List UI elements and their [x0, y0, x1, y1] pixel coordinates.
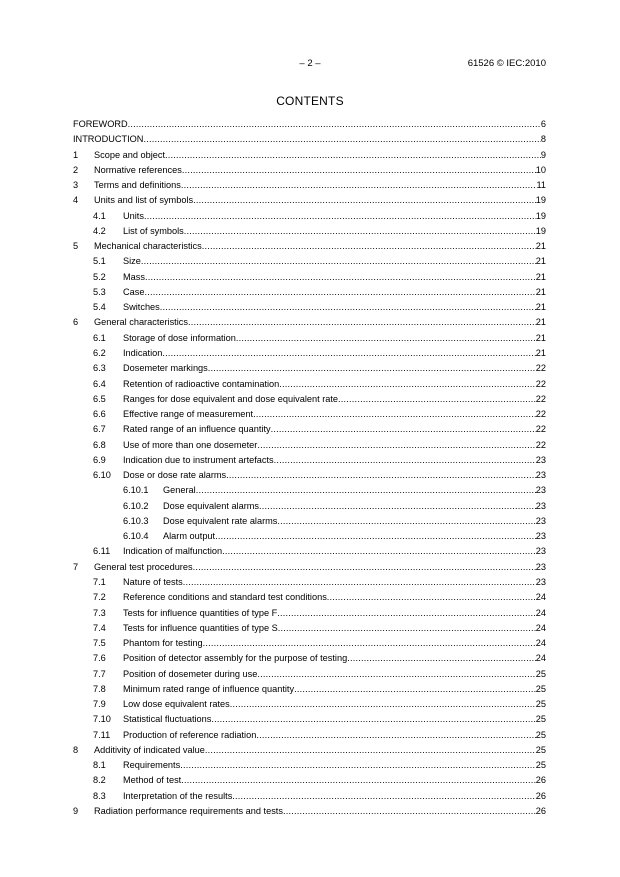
- toc-entry[interactable]: [73, 149, 546, 164]
- toc-entry-title: Low dose equivalent rates: [123, 699, 230, 710]
- toc-entry-title: Tests for influence quantities of type F: [123, 607, 278, 618]
- toc-leader-dots: [181, 774, 536, 787]
- toc-entry-title: General test procedures: [94, 561, 193, 572]
- toc-entry-number: 8.1: [93, 760, 106, 771]
- toc-entry[interactable]: [73, 164, 546, 179]
- toc-leader-dots: [183, 576, 536, 589]
- page-number: – 2 –: [299, 58, 321, 69]
- toc-entry[interactable]: [73, 286, 546, 301]
- toc-leader-dots: [128, 118, 541, 131]
- toc-entry-page: 26: [535, 790, 546, 801]
- toc-entry-title: Production of reference radiation: [123, 729, 257, 740]
- toc-entry-title: List of symbols: [123, 225, 184, 236]
- toc-leader-dots: [208, 362, 536, 375]
- toc-entry-number: 8.3: [93, 790, 106, 801]
- toc-entry-number: 6.9: [93, 454, 106, 465]
- toc-entry-number: 6.10.4: [123, 531, 149, 542]
- toc-entry-number: 6.11: [93, 546, 111, 557]
- toc-entry-number: 6.5: [93, 393, 106, 404]
- toc-entry-page: 9: [540, 149, 546, 160]
- toc-entry-number: 7.11: [93, 729, 111, 740]
- toc-entry-page: 19: [535, 195, 546, 206]
- toc-entry-number: 1: [73, 149, 79, 160]
- toc-entry-page: 24: [535, 607, 546, 618]
- toc-leader-dots: [283, 805, 536, 818]
- toc-entry[interactable]: [73, 515, 546, 530]
- toc-entry-number: 6.7: [93, 424, 106, 435]
- toc-entry[interactable]: [73, 439, 546, 454]
- toc-entry-number: 5.1: [93, 256, 106, 267]
- toc-entry[interactable]: [73, 408, 546, 423]
- toc-entry-number: 6.2: [93, 347, 106, 358]
- toc-entry-page: 21: [535, 347, 546, 358]
- toc-entry[interactable]: [73, 469, 546, 484]
- toc-entry[interactable]: [73, 301, 546, 316]
- toc-entry-page: 19: [535, 225, 546, 236]
- toc-entry-title: Requirements: [123, 760, 181, 771]
- toc-entry-page: 23: [535, 546, 546, 557]
- toc-leader-dots: [279, 378, 535, 391]
- toc-entry-page: 23: [535, 576, 546, 587]
- toc-entry[interactable]: [73, 194, 546, 209]
- toc-entry-page: 21: [535, 317, 546, 328]
- toc-entry-page: 22: [535, 439, 546, 450]
- toc-entry[interactable]: [73, 713, 546, 728]
- toc-entry-number: 4.1: [93, 210, 106, 221]
- toc-entry[interactable]: [73, 118, 546, 133]
- toc-entry-page: 23: [535, 500, 546, 511]
- toc-entry-number: 6.3: [93, 363, 106, 374]
- toc-leader-dots: [145, 271, 536, 284]
- toc-entry-title: Indication: [123, 347, 163, 358]
- toc-entry-title: FOREWORD: [73, 119, 128, 129]
- toc-entry-title: Method of test: [123, 775, 182, 786]
- toc-entry-number: 6.8: [93, 439, 106, 450]
- toc-entry[interactable]: [73, 637, 546, 652]
- toc-entry-number: 9: [73, 805, 79, 816]
- toc-entry-title: Radiation performance requirements and tests: [94, 805, 283, 816]
- toc-entry-number: 5.3: [93, 286, 106, 297]
- toc-leader-dots: [144, 210, 536, 223]
- toc-entry[interactable]: [73, 774, 546, 789]
- toc-leader-dots: [327, 591, 536, 604]
- toc-entry-title: Alarm output: [163, 531, 216, 542]
- toc-entry-title: Normative references: [94, 164, 182, 175]
- toc-entry-title: Mechanical characteristics: [94, 241, 202, 252]
- toc-leader-dots: [182, 164, 536, 177]
- toc-entry-number: 8.2: [93, 775, 106, 786]
- toc-entry[interactable]: [73, 362, 546, 377]
- toc-entry-title: Nature of tests: [123, 576, 183, 587]
- toc-entry[interactable]: [73, 210, 546, 225]
- toc-entry[interactable]: [73, 530, 546, 545]
- toc-entry-title: Dose equivalent rate alarms: [163, 515, 278, 526]
- toc-entry-page: 19: [535, 210, 546, 221]
- toc-entry[interactable]: [73, 133, 546, 148]
- toc-entry-number: 8: [73, 744, 79, 755]
- toc-entry-page: 24: [535, 592, 546, 603]
- toc-leader-dots: [226, 469, 536, 482]
- toc-entry-number: 2: [73, 164, 79, 175]
- toc-entry-title: Indication of malfunction: [123, 546, 223, 557]
- toc-leader-dots: [271, 423, 536, 436]
- toc-entry-title: Minimum rated range of influence quantity: [123, 683, 295, 694]
- toc-entry-page: 25: [535, 668, 546, 679]
- toc-entry-page: 21: [535, 286, 546, 297]
- toc-entry-number: 7.10: [93, 714, 111, 725]
- toc-entry-number: 7.5: [93, 638, 106, 649]
- toc-entry-number: 6: [73, 317, 79, 328]
- toc-entry-page: 21: [535, 302, 546, 313]
- toc-entry-page: 22: [535, 424, 546, 435]
- toc-entry-number: 7.6: [93, 653, 106, 664]
- toc-entry-page: 23: [535, 515, 546, 526]
- toc-entry[interactable]: [73, 545, 546, 560]
- toc-entry-title: Units and list of symbols: [94, 195, 194, 206]
- toc-entry-page: 23: [535, 485, 546, 496]
- toc-entry-title: Dosemeter markings: [123, 363, 208, 374]
- toc-entry-page: 26: [535, 775, 546, 786]
- toc-entry-page: 11: [536, 180, 546, 191]
- toc-entry[interactable]: [73, 225, 546, 240]
- toc-leader-dots: [257, 439, 535, 452]
- toc-entry-number: 7.3: [93, 607, 106, 618]
- toc-entry-page: 26: [535, 805, 546, 816]
- toc-entry[interactable]: [73, 805, 546, 820]
- toc-entry[interactable]: [73, 332, 546, 347]
- toc-entry-title: Use of more than one dosemeter: [123, 439, 258, 450]
- toc-leader-dots: [277, 607, 536, 620]
- toc-leader-dots: [162, 347, 535, 360]
- toc-entry[interactable]: [73, 591, 546, 606]
- toc-entry-title: Retention of radioactive contamination: [123, 378, 280, 389]
- toc-entry-title: Ranges for dose equivalent and dose equivalent rate: [123, 393, 339, 404]
- toc-entry[interactable]: [73, 759, 546, 774]
- toc-leader-dots: [211, 713, 535, 726]
- toc-entry-number: 5.2: [93, 271, 106, 282]
- toc-entry-page: 22: [535, 363, 546, 374]
- toc-entry[interactable]: [73, 668, 546, 683]
- toc-entry[interactable]: [73, 454, 546, 469]
- toc-entry-number: 4: [73, 195, 79, 206]
- toc-entry[interactable]: [73, 561, 546, 576]
- toc-entry-page: 21: [535, 241, 546, 252]
- toc-entry-title: Tests for influence quantities of type S: [123, 622, 278, 633]
- toc-leader-dots: [193, 194, 536, 207]
- toc-leader-dots: [141, 255, 536, 268]
- toc-leader-dots: [193, 561, 536, 574]
- toc-entry-title: Effective range of measurement: [123, 409, 254, 420]
- toc-entry-page: 21: [535, 256, 546, 267]
- toc-entry[interactable]: [73, 378, 546, 393]
- toc-leader-dots: [278, 622, 536, 635]
- toc-entry[interactable]: [73, 393, 546, 408]
- toc-entry-page: 23: [535, 531, 546, 542]
- toc-entry-number: 7.4: [93, 622, 106, 633]
- toc-entry[interactable]: [73, 423, 546, 438]
- toc-entry[interactable]: [73, 607, 546, 622]
- toc-entry-title: Dose equivalent alarms: [163, 500, 260, 511]
- toc-leader-dots: [230, 698, 536, 711]
- toc-entry-number: 6.6: [93, 409, 106, 420]
- toc-leader-dots: [165, 149, 541, 162]
- toc-entry-number: 6.1: [93, 332, 106, 343]
- toc-entry-page: 24: [535, 622, 546, 633]
- toc-entry[interactable]: [73, 240, 546, 255]
- toc-entry-title: General: [163, 485, 196, 496]
- toc-entry[interactable]: [73, 255, 546, 270]
- toc-leader-dots: [205, 744, 536, 757]
- toc-entry-number: 7.2: [93, 592, 106, 603]
- toc-entry-title: Indication due to instrument artefacts: [123, 454, 274, 465]
- toc-leader-dots: [202, 240, 536, 253]
- toc-entry-number: 6.10.2: [123, 500, 149, 511]
- toc-entry[interactable]: [73, 652, 546, 667]
- toc-entry-page: 22: [535, 393, 546, 404]
- toc-entry-number: 4.2: [93, 225, 106, 236]
- toc-leader-dots: [203, 637, 536, 650]
- toc-leader-dots: [215, 530, 536, 543]
- toc-leader-dots: [144, 286, 535, 299]
- toc-leader-dots: [143, 133, 540, 146]
- toc-leader-dots: [256, 729, 535, 742]
- toc-entry-page: 22: [535, 409, 546, 420]
- standard-reference: 61526 © IEC:2010: [467, 58, 546, 69]
- toc-leader-dots: [196, 484, 536, 497]
- toc-entry-title: Rated range of an influence quantity: [123, 424, 271, 435]
- toc-entry-page: 21: [535, 332, 546, 343]
- toc-entry-page: 25: [535, 760, 546, 771]
- toc-entry-title: Case: [123, 286, 145, 297]
- toc-entry[interactable]: [73, 347, 546, 362]
- toc-entry-page: 25: [535, 729, 546, 740]
- toc-entry-number: 7.8: [93, 683, 106, 694]
- toc-entry-page: 10: [535, 164, 546, 175]
- toc-entry-page: 6: [540, 119, 546, 129]
- toc-entry-page: 25: [535, 699, 546, 710]
- toc-entry-title: Additivity of indicated value: [94, 744, 205, 755]
- toc-entry[interactable]: [73, 790, 546, 805]
- toc-leader-dots: [347, 652, 536, 665]
- toc-entry-title: Size: [123, 256, 141, 267]
- toc-leader-dots: [232, 790, 535, 803]
- toc-entry[interactable]: [73, 500, 546, 515]
- toc-entry-page: 8: [540, 134, 546, 145]
- toc-entry-page: 25: [535, 683, 546, 694]
- toc-leader-dots: [338, 393, 536, 406]
- toc-entry[interactable]: [73, 179, 546, 194]
- toc-entry-number: 6.10: [93, 470, 111, 481]
- toc-leader-dots: [236, 332, 536, 345]
- toc-entry[interactable]: [73, 729, 546, 744]
- toc-entry-title: Units: [123, 210, 144, 221]
- toc-entry-number: 6.10.1: [123, 485, 149, 496]
- toc-leader-dots: [259, 500, 536, 513]
- toc-leader-dots: [274, 454, 536, 467]
- toc-entry-page: 24: [535, 653, 546, 664]
- toc-entry-title: Mass: [123, 271, 145, 282]
- toc-entry-title: Statistical fluctuations: [123, 714, 212, 725]
- toc-entry-number: 6.4: [93, 378, 106, 389]
- toc-leader-dots: [277, 515, 535, 528]
- toc-entry[interactable]: [73, 744, 546, 759]
- toc-leader-dots: [181, 179, 537, 192]
- contents-title: CONTENTS: [276, 94, 344, 108]
- toc-entry-page: 23: [535, 470, 546, 481]
- toc-leader-dots: [184, 225, 536, 238]
- toc-entry[interactable]: [73, 316, 546, 331]
- toc-entry-number: 7.9: [93, 699, 106, 710]
- toc-entry[interactable]: [73, 484, 546, 499]
- toc-entry[interactable]: [73, 271, 546, 286]
- toc-entry-title: INTRODUCTION: [73, 134, 144, 145]
- toc-entry-number: 7.1: [93, 576, 106, 587]
- toc-entry[interactable]: [73, 576, 546, 591]
- toc-entry-title: Position of detector assembly for the purpose of testing: [123, 653, 348, 664]
- toc-entry-title: Scope and object: [94, 149, 166, 160]
- toc-entry-title: Terms and definitions: [94, 180, 181, 191]
- toc-entry-title: Reference conditions and standard test conditions: [123, 592, 327, 603]
- toc-entry-title: Interpretation of the results: [123, 790, 233, 801]
- toc-leader-dots: [180, 759, 536, 772]
- toc-leader-dots: [160, 301, 536, 314]
- toc-entry-page: 25: [535, 714, 546, 725]
- toc-entry-page: 21: [535, 271, 546, 282]
- toc-entry-page: 25: [535, 744, 546, 755]
- toc-entry-title: Dose or dose rate alarms: [123, 470, 227, 481]
- toc-leader-dots: [253, 408, 536, 421]
- toc-entry-number: 6.10.3: [123, 515, 149, 526]
- toc-leader-dots: [257, 668, 535, 681]
- toc-leader-dots: [222, 545, 536, 558]
- toc-entry-page: 24: [535, 638, 546, 649]
- toc-entry[interactable]: [73, 622, 546, 637]
- toc-entry-title: Storage of dose information: [123, 332, 236, 343]
- toc-entry-title: Switches: [123, 302, 160, 313]
- toc-entry-number: 7.7: [93, 668, 106, 679]
- toc-entry-number: 7: [73, 561, 79, 572]
- toc-entry-number: 5: [73, 241, 79, 252]
- toc-entry-page: 22: [535, 378, 546, 389]
- toc-entry[interactable]: [73, 683, 546, 698]
- toc-entry-number: 5.4: [93, 302, 106, 313]
- toc-entry[interactable]: [73, 698, 546, 713]
- toc-entry-number: 3: [73, 180, 79, 191]
- toc-entry-page: 23: [535, 561, 546, 572]
- toc-entry-page: 23: [535, 454, 546, 465]
- toc-entry-title: General characteristics: [94, 317, 188, 328]
- toc-leader-dots: [294, 683, 536, 696]
- table-of-contents: [73, 118, 546, 820]
- toc-entry-title: Phantom for testing: [123, 638, 203, 649]
- toc-entry-title: Position of dosemeter during use: [123, 668, 258, 679]
- toc-leader-dots: [188, 316, 536, 329]
